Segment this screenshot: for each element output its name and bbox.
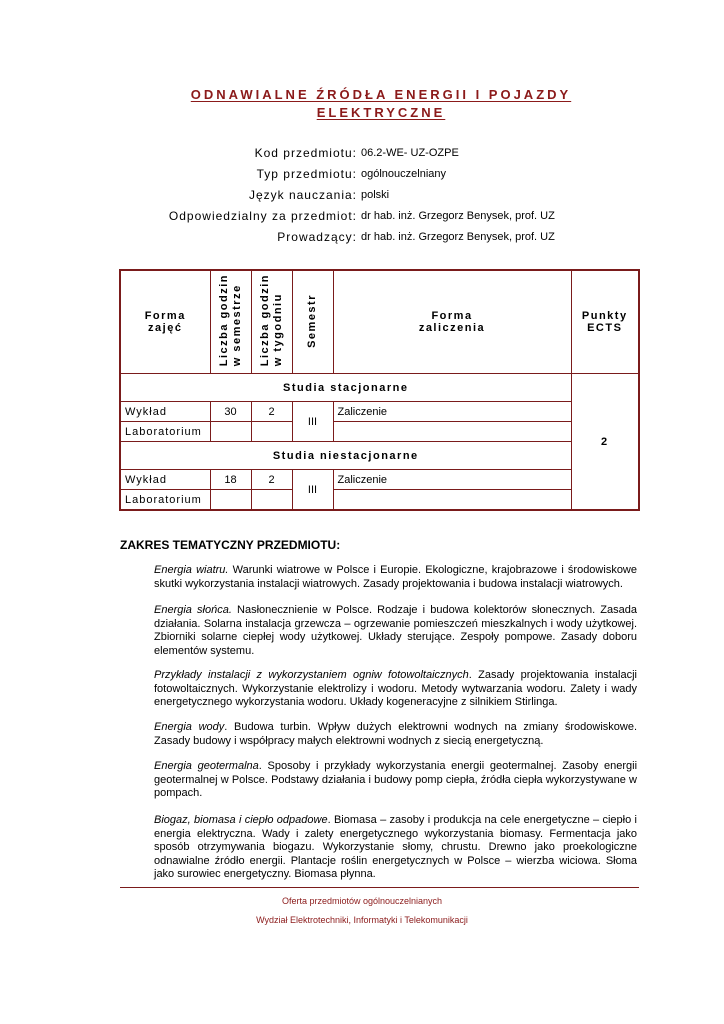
row-hours-semester: 30 [210,402,251,422]
footer-divider [120,887,639,888]
table-header-row [120,270,639,374]
title-line-2: ELEKTRYCZNE [316,105,446,120]
meta-row-odpowiedzialny [0,208,724,229]
row-zaliczenie [333,422,571,442]
topic-text: . Zasady projektowania instalacji fotowoltaicznych. Wykorzystanie elektrolizy i wodoru. Metody wytwarzania wodoru. Zalety i wady energetycznego wykorzystania wodoru. Układy kogeneracyjne z silnikiem Stirlinga. [154,669,637,708]
topic-heading: Przykłady instalacji z wykorzystaniem ogniw fotowoltaicznych [154,669,469,681]
zakres-heading: ZAKRES TEMATYCZNY PRZEDMIOTU: [120,538,341,552]
topic-heading: Energia słońca. [154,604,232,616]
meta-row-kod [0,145,724,166]
row-forma: Wykład [120,402,210,422]
table-row [120,470,639,490]
section-niestacjonarne [120,442,639,470]
topic-text: . Sposoby i przykłady wykorzystania energii geotermalnej. Zasoby energii geotermalnej w Polsce. Podstawy działania i budowy pomp ciepła, źródła ciepła wykorzystywane w pompach. [154,760,638,799]
ects-value: 2 [571,374,639,511]
row-hours-week: 2 [251,402,292,422]
meta-row-jezyk [0,187,724,208]
table-row [120,490,639,511]
topic-paragraph [154,564,637,591]
topic-paragraph [154,760,637,801]
row-zaliczenie [333,490,571,511]
topic-heading: Energia wiatru. [154,564,229,576]
topic-heading: Energia geotermalna [154,760,259,772]
row-semester: III [292,402,333,442]
row-hours-semester [210,490,251,511]
document-title [120,86,642,122]
topic-text: . Biomasa – zasoby i produkcja na cele energetyczne – ciepło i energia elektryczna. Wady i zalety energetycznego wykorzystania biomasy. Fermentacja jako sposób otrzymywania biogazu. Wykorzystanie słomy, chrustu. Drewno jako proekologiczne odnawialne źródło energii. Plantacje roślin energetycznych w Polsce – wierzba wiciowa. Słoma jako surowiec energetyczny. Biomasa płynna. [154,814,638,880]
row-zaliczenie: Zaliczenie [333,402,571,422]
meta-row-prowadzacy [0,229,724,250]
meta-label: Kod przedmiotu: [254,146,357,160]
meta-value: ogólnouczelniany [361,168,447,180]
row-hours-week [251,422,292,442]
topic-paragraph [154,814,637,882]
header-semestr: Semestr [292,270,333,374]
row-semester: III [292,470,333,511]
topic-text: . Budowa turbin. Wpływ dużych elektrowni wodnych na zmiany środowiskowe. Zasady budowy i współpracy małych elektrowni wodnych z siecią energetyczną. [154,721,638,747]
topic-paragraph [154,604,637,658]
topic-text: Nasłonecznienie w Polsce. Rodzaje i budowa kolektorów słonecznych. Zasada działania. Solarna instalacja grzewcza – ogrzewanie pomieszczeń mieszkalnych i wody użytkowej. Zbiorniki solarne ciepłej wody użytkowej. Układy sterujące. Zespoły pompowe. Zasady doboru elementów systemu. [154,604,637,657]
row-forma: Laboratorium [120,490,210,511]
meta-label: Język nauczania: [248,188,357,202]
topic-text: Warunki wiatrowe w Polsce i Europie. Ekologiczne, krajobrazowe i środowiskowe skutki wykorzystania instalacji wiatrowych. Zasady projektowania i budowa instalacji wiatrowych. [154,564,637,590]
topic-paragraph [154,721,637,748]
table-row [120,422,639,442]
meta-label: Prowadzący: [277,230,357,244]
section-title-niestacjonarne: Studia niestacjonarne [120,442,571,470]
row-zaliczenie: Zaliczenie [333,470,571,490]
meta-row-typ [0,166,724,187]
topic-paragraph [154,669,637,710]
header-godzin-tydzien: Liczba godzin w tygodniu [251,270,292,374]
header-godzin-semestr: Liczba godzin w semestrze [210,270,251,374]
footer-line-1: Oferta przedmiotów ogólnouczelnianych [281,896,443,906]
meta-label: Odpowiedzialny za przedmiot: [168,209,357,223]
footer-line-2: Wydział Elektrotechniki, Informatyki i Telekomunikacji [256,915,468,925]
header-punkty-ects: Punkty ECTS [571,270,639,374]
header-forma-zajec: Forma zajęć [120,270,210,374]
topic-heading: Biogaz, biomasa i ciepło odpadowe [154,814,328,826]
course-table [119,269,640,511]
section-title-stacjonarne: Studia stacjonarne [120,374,571,402]
meta-value: 06.2-WE- UZ-OZPE [361,147,459,159]
row-forma: Wykład [120,470,210,490]
meta-value: dr hab. inż. Grzegorz Benysek, prof. UZ [361,210,555,222]
meta-value: polski [361,189,390,201]
meta-label: Typ przedmiotu: [256,167,357,181]
course-meta [0,145,724,250]
row-hours-semester: 18 [210,470,251,490]
row-forma: Laboratorium [120,422,210,442]
meta-value: dr hab. inż. Grzegorz Benysek, prof. UZ [361,231,555,243]
row-hours-week: 2 [251,470,292,490]
topic-heading: Energia wody [154,721,225,733]
row-hours-week [251,490,292,511]
header-forma-zaliczenia: Forma zaliczenia [333,270,571,374]
section-stacjonarne [120,374,639,402]
row-hours-semester [210,422,251,442]
table-row [120,402,639,422]
title-line-1: ODNAWIALNE ŹRÓDŁA ENERGII I POJAZDY [190,87,572,102]
